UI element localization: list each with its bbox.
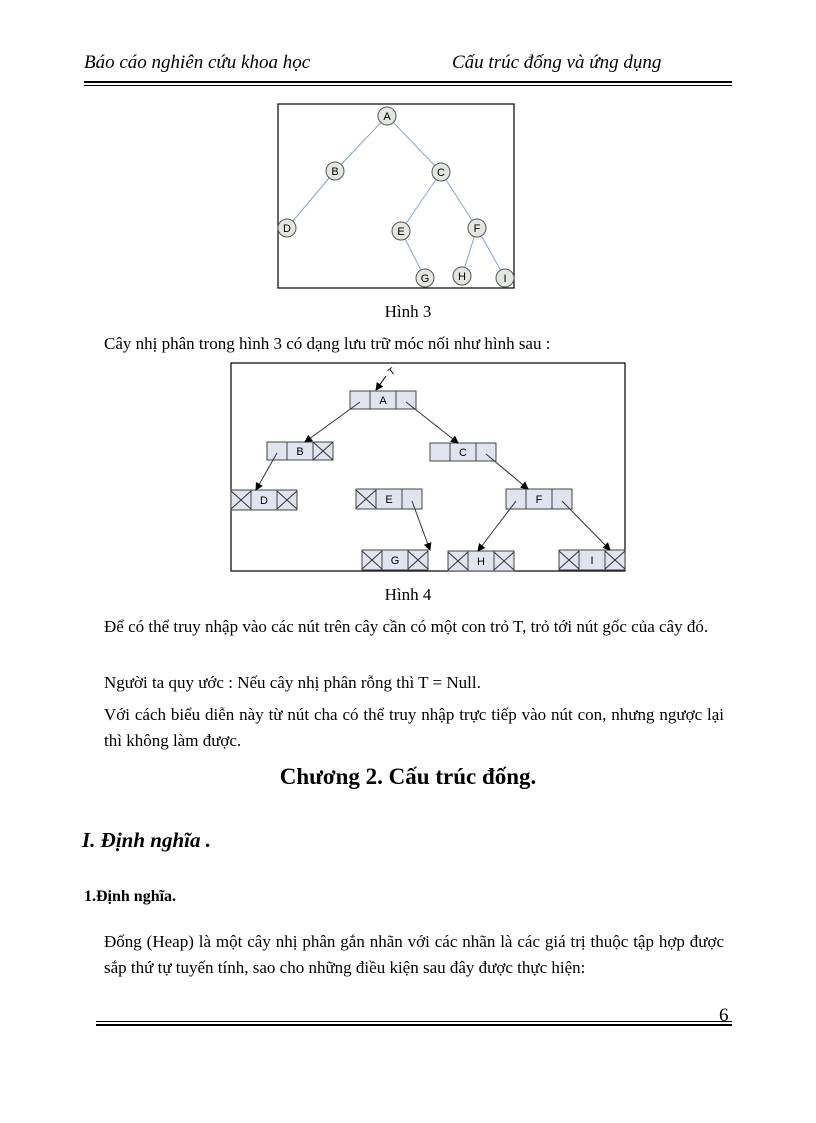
node-e-label: E xyxy=(385,494,393,506)
paragraph-null-convention: Người ta quy ước : Nếu cây nhị phân rỗng thì T = Null. xyxy=(104,673,481,692)
intro-paragraph: Cây nhị phân trong hình 3 có dạng lưu trữ móc nối như hình sau : xyxy=(104,334,551,353)
tree-label-e: E xyxy=(397,226,405,238)
definition-paragraph: Đống (Heap) là một cây nhị phân gắn nhãn với các nhãn là các giá trị thuộc tập hợp được sắp thứ tự tuyến tính, sao cho những điều kiện sau đây được thực hiện: xyxy=(104,932,724,977)
tree-label-i: I xyxy=(503,273,507,285)
header-right-title: Cấu trúc đống và ứng dụng xyxy=(452,52,662,73)
subsection-title: 1.Định nghĩa. xyxy=(84,888,177,905)
pointer-t-label: T xyxy=(386,365,398,379)
node-f-label: F xyxy=(535,494,543,506)
tree-label-d: D xyxy=(283,223,291,235)
node-c-label: C xyxy=(459,447,467,459)
tree-label-c: C xyxy=(437,167,445,179)
chapter-title: Chương 2. Cấu trúc đống. xyxy=(279,764,537,789)
section-title: I. Định nghĩa . xyxy=(82,828,211,852)
node-d-label: D xyxy=(260,495,268,507)
header-rule-bottom xyxy=(84,85,732,86)
node-a-label: A xyxy=(379,395,387,407)
tree-label-b: B xyxy=(331,166,339,178)
tree-label-h: H xyxy=(458,271,466,283)
node-g-label: G xyxy=(390,555,400,567)
header-left-title: Báo cáo nghiên cứu khoa học xyxy=(84,52,311,73)
figure4-caption: Hình 4 xyxy=(384,585,432,604)
node-b-label: B xyxy=(296,446,304,458)
footer-rule-top xyxy=(96,1021,732,1022)
node-h-label: H xyxy=(477,556,485,568)
paragraph-access-pointer: Để có thể truy nhập vào các nút trên cây cần có một con trỏ T, trỏ tới nút gốc của cây đó. xyxy=(104,617,709,636)
figure3-tree-diagram xyxy=(277,103,517,290)
tree-label-f: F xyxy=(473,223,481,235)
tree-label-a: A xyxy=(383,111,391,123)
footer-rule-bottom xyxy=(96,1024,732,1026)
tree-label-g: G xyxy=(420,273,430,285)
header-rule-top xyxy=(84,81,732,83)
node-i-label: I xyxy=(590,555,594,567)
paragraph-parent-child-access: Với cách biểu diễn này từ nút cha có thể truy nhập trực tiếp vào nút con, nhưng ngược lại thì không làm được. xyxy=(104,705,724,750)
page-number: 6 xyxy=(719,1005,729,1026)
figure3-caption: Hình 3 xyxy=(384,302,432,321)
figure4-linked-diagram xyxy=(230,362,628,574)
